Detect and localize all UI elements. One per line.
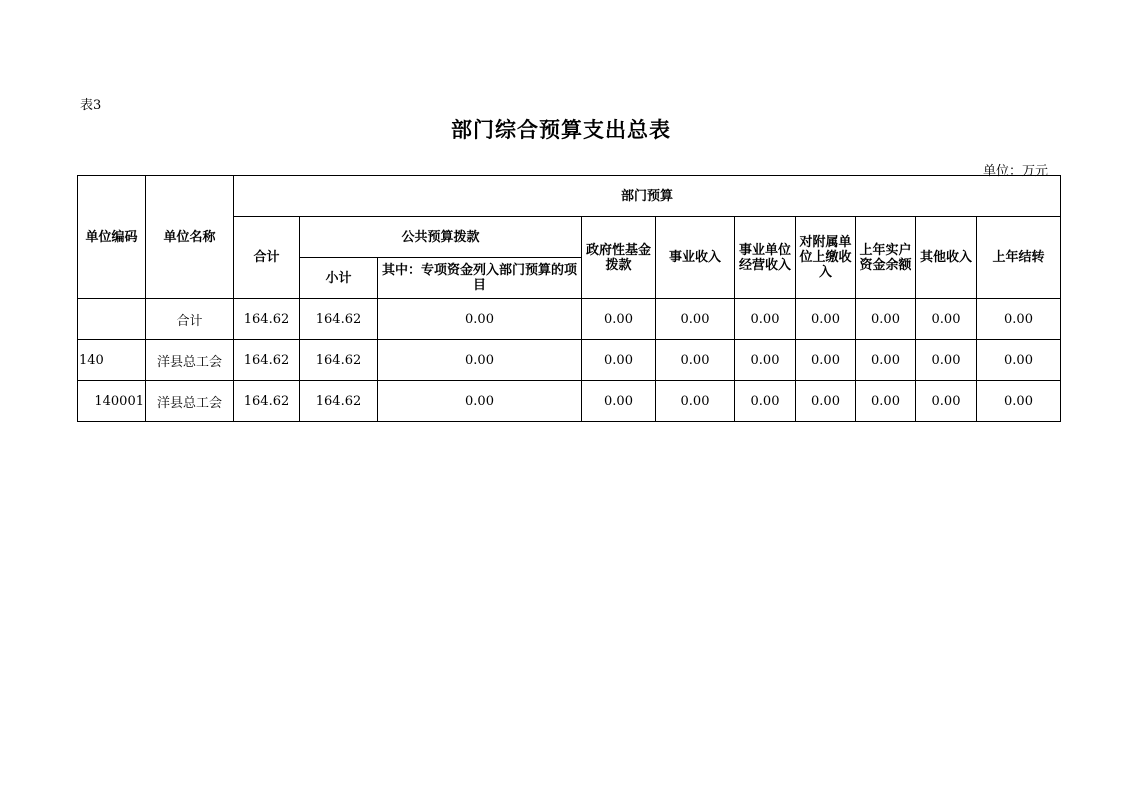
cell-subtotal: 164.62 — [300, 299, 378, 340]
cell-gov-fund: 0.00 — [582, 340, 656, 381]
header-total: 合计 — [234, 217, 300, 299]
unit-label: 单位：万元 — [982, 164, 1048, 179]
header-special-funds: 其中：专项资金列入部门预算的项目 — [378, 258, 582, 299]
cell-code — [78, 299, 146, 340]
page-title: 部门综合预算支出总表 — [451, 118, 671, 142]
cell-code: 140 — [78, 340, 146, 381]
cell-other: 0.00 — [916, 381, 977, 422]
cell-affiliate: 0.00 — [796, 340, 856, 381]
cell-gov-fund: 0.00 — [582, 299, 656, 340]
cell-code: 140001 — [78, 381, 146, 422]
cell-other: 0.00 — [916, 340, 977, 381]
cell-total: 164.62 — [234, 340, 300, 381]
cell-prev-balance: 0.00 — [856, 299, 916, 340]
header-affiliate-income: 对附属单位上缴收入 — [796, 217, 856, 299]
cell-biz-income: 0.00 — [656, 299, 735, 340]
cell-name: 洋县总工会 — [146, 381, 234, 422]
header-public-alloc: 公共预算拨款 — [300, 217, 582, 258]
cell-prev-carry: 0.00 — [977, 340, 1061, 381]
cell-special: 0.00 — [378, 299, 582, 340]
table-row — [78, 340, 1061, 381]
cell-prev-balance: 0.00 — [856, 340, 916, 381]
header-prev-balance: 上年实户资金余额 — [856, 217, 916, 299]
cell-biz-op: 0.00 — [735, 381, 796, 422]
cell-prev-carry: 0.00 — [977, 381, 1061, 422]
sheet-label: 表3 — [80, 98, 102, 113]
cell-total: 164.62 — [234, 299, 300, 340]
cell-name: 合计 — [146, 299, 234, 340]
table-row — [78, 381, 1061, 422]
cell-subtotal: 164.62 — [300, 381, 378, 422]
cell-affiliate: 0.00 — [796, 299, 856, 340]
cell-special: 0.00 — [378, 340, 582, 381]
cell-biz-op: 0.00 — [735, 340, 796, 381]
cell-biz-income: 0.00 — [656, 340, 735, 381]
header-dept-budget: 部门预算 — [234, 176, 1061, 217]
header-other-income: 其他收入 — [916, 217, 977, 299]
cell-total: 164.62 — [234, 381, 300, 422]
header-name: 单位名称 — [146, 176, 234, 299]
cell-subtotal: 164.62 — [300, 340, 378, 381]
header-biz-income: 事业收入 — [656, 217, 735, 299]
header-subtotal: 小计 — [300, 258, 378, 299]
header-gov-fund: 政府性基金拨款 — [582, 217, 656, 299]
table-row — [78, 299, 1061, 340]
header-code: 单位编码 — [78, 176, 146, 299]
cell-prev-carry: 0.00 — [977, 299, 1061, 340]
cell-special: 0.00 — [378, 381, 582, 422]
header-prev-carry: 上年结转 — [977, 217, 1061, 299]
header-biz-op-income: 事业单位经营收入 — [735, 217, 796, 299]
budget-table — [77, 175, 1061, 422]
cell-other: 0.00 — [916, 299, 977, 340]
cell-biz-income: 0.00 — [656, 381, 735, 422]
cell-name: 洋县总工会 — [146, 340, 234, 381]
cell-gov-fund: 0.00 — [582, 381, 656, 422]
cell-affiliate: 0.00 — [796, 381, 856, 422]
cell-biz-op: 0.00 — [735, 299, 796, 340]
cell-prev-balance: 0.00 — [856, 381, 916, 422]
